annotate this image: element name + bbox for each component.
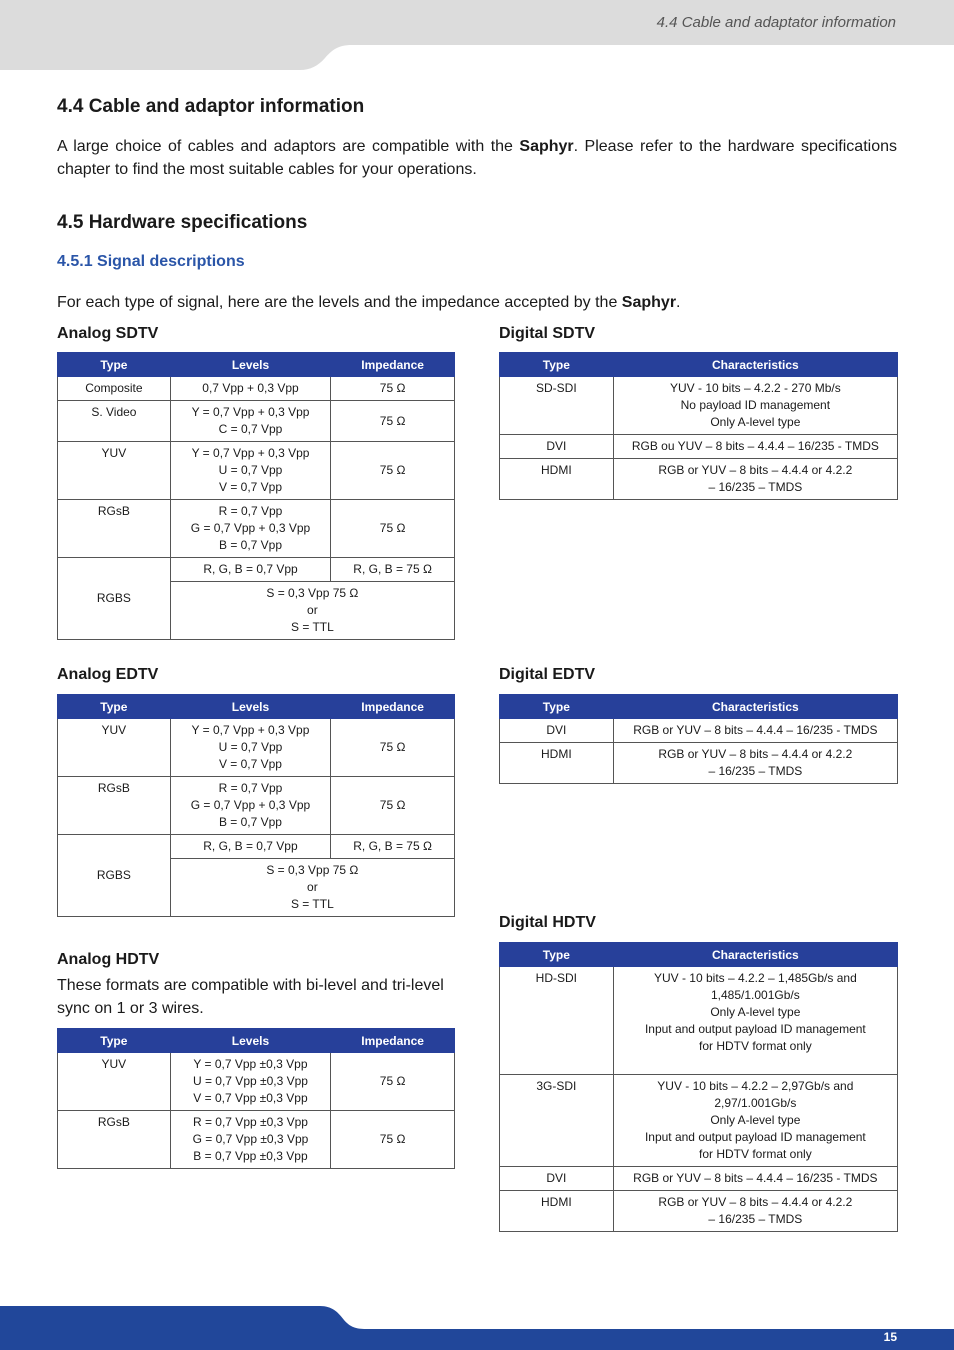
digital-hdtv-title: Digital HDTV xyxy=(499,914,596,931)
type-cell: RGsB xyxy=(58,777,171,835)
section-4-5-1-title: 4.5.1 Signal descriptions xyxy=(57,253,245,270)
table-row xyxy=(58,442,455,500)
digital-sdtv-table xyxy=(499,352,898,500)
column-header: Characteristics xyxy=(613,943,897,967)
column-header: Type xyxy=(58,353,171,377)
table-header-row xyxy=(500,353,898,377)
page-footer-band xyxy=(0,1300,954,1350)
type-cell: YUV xyxy=(58,719,171,777)
characteristics-cell: YUV - 10 bits – 4.2.2 - 270 Mb/s No payload ID management Only A-level type xyxy=(613,377,897,435)
type-cell: YUV xyxy=(58,1053,171,1111)
sync-cell: S = 0,3 Vpp 75 Ω or S = TTL xyxy=(170,582,454,640)
levels-cell: Y = 0,7 Vpp + 0,3 Vpp C = 0,7 Vpp xyxy=(170,401,330,442)
type-cell: 3G-SDI xyxy=(500,1075,614,1167)
section-4-5-1-paragraph: For each type of signal, here are the levels and the impedance accepted by the Saphyr. xyxy=(57,294,681,311)
table-row xyxy=(58,377,455,401)
table-row xyxy=(500,967,898,1075)
column-header: Type xyxy=(500,695,614,719)
column-header: Impedance xyxy=(331,1029,455,1053)
impedance-cell: 75 Ω xyxy=(331,442,455,500)
column-header: Characteristics xyxy=(613,695,897,719)
table-header-row xyxy=(58,353,455,377)
type-cell: DVI xyxy=(500,435,614,459)
column-header: Impedance xyxy=(331,695,455,719)
sync-cell: S = 0,3 Vpp 75 Ω or S = TTL xyxy=(170,859,454,917)
digital-hdtv-table xyxy=(499,942,898,1232)
impedance-cell: 75 Ω xyxy=(331,1053,455,1111)
table-row xyxy=(58,719,455,777)
column-header: Levels xyxy=(170,1029,331,1053)
table-header-row xyxy=(58,695,455,719)
column-header: Type xyxy=(500,943,614,967)
column-header: Characteristics xyxy=(613,353,897,377)
table-row xyxy=(58,401,455,442)
table-row xyxy=(500,1191,898,1232)
characteristics-cell: RGB or YUV – 8 bits – 4.4.4 – 16/235 - TMDS xyxy=(613,1167,897,1191)
type-cell: DVI xyxy=(500,1167,614,1191)
type-cell: Composite xyxy=(58,377,171,401)
analog-hdtv-title: Analog HDTV xyxy=(57,951,160,968)
type-cell: HDMI xyxy=(500,743,614,784)
type-cell: S. Video xyxy=(58,401,171,442)
characteristics-cell: YUV - 10 bits – 4.2.2 – 1,485Gb/s and 1,485/1.001Gb/s Only A-level type Input and output payload ID management for HDTV format only xyxy=(613,967,897,1075)
type-cell: SD-SDI xyxy=(500,377,614,435)
type-cell: DVI xyxy=(500,719,614,743)
type-cell: HDMI xyxy=(500,459,614,500)
digital-edtv-table xyxy=(499,694,898,784)
analog-edtv-table xyxy=(57,694,455,917)
table-row xyxy=(58,1111,455,1169)
column-header: Levels xyxy=(170,695,331,719)
characteristics-cell: YUV - 10 bits – 4.2.2 – 2,97Gb/s and 2,97/1.001Gb/s Only A-level type Input and output payload ID management for HDTV format only xyxy=(613,1075,897,1167)
table-row xyxy=(500,435,898,459)
table-row xyxy=(500,743,898,784)
levels-cell: Y = 0,7 Vpp ±0,3 Vpp U = 0,7 Vpp ±0,3 Vpp V = 0,7 Vpp ±0,3 Vpp xyxy=(170,1053,331,1111)
characteristics-cell: RGB or YUV – 8 bits – 4.4.4 or 4.2.2 – 16/235 – TMDS xyxy=(613,459,897,500)
impedance-cell: 75 Ω xyxy=(331,500,455,558)
column-header: Type xyxy=(58,695,171,719)
page-number: 15 xyxy=(883,1330,897,1344)
section-4-4-title: 4.4 Cable and adaptor information xyxy=(57,96,365,117)
table-row xyxy=(58,1053,455,1111)
table-row xyxy=(500,377,898,435)
analog-sdtv-table xyxy=(57,352,455,640)
table-row xyxy=(58,777,455,835)
running-header: 4.4 Cable and adaptator information xyxy=(656,14,896,31)
levels-cell: R = 0,7 Vpp G = 0,7 Vpp + 0,3 Vpp B = 0,7 Vpp xyxy=(170,777,331,835)
analog-sdtv-title: Analog SDTV xyxy=(57,325,159,342)
characteristics-cell: RGB or YUV – 8 bits – 4.4.4 or 4.2.2 – 16/235 – TMDS xyxy=(613,1191,897,1232)
table-row xyxy=(58,500,455,558)
table-row xyxy=(500,1075,898,1167)
impedance-cell: R, G, B = 75 Ω xyxy=(331,558,455,582)
levels-cell: Y = 0,7 Vpp + 0,3 Vpp U = 0,7 Vpp V = 0,7 Vpp xyxy=(170,442,330,500)
page-header-band xyxy=(0,0,954,70)
column-header: Type xyxy=(500,353,614,377)
impedance-cell: 75 Ω xyxy=(331,377,455,401)
table-header-row xyxy=(500,695,898,719)
analog-hdtv-intro: These formats are compatible with bi-level and tri-level sync on 1 or 3 wires. xyxy=(57,977,444,1017)
levels-cell: R, G, B = 0,7 Vpp xyxy=(170,835,331,859)
levels-cell: Y = 0,7 Vpp + 0,3 Vpp U = 0,7 Vpp V = 0,7 Vpp xyxy=(170,719,331,777)
column-header: Levels xyxy=(170,353,330,377)
table-row xyxy=(58,558,455,582)
table-row xyxy=(58,835,455,859)
type-cell: RGsB xyxy=(58,500,171,558)
table-header-row xyxy=(500,943,898,967)
characteristics-cell: RGB or YUV – 8 bits – 4.4.4 – 16/235 - TMDS xyxy=(613,719,897,743)
table-header-row xyxy=(58,1029,455,1053)
digital-sdtv-title: Digital SDTV xyxy=(499,325,596,342)
characteristics-cell: RGB ou YUV – 8 bits – 4.4.4 – 16/235 - TMDS xyxy=(613,435,897,459)
type-cell: HDMI xyxy=(500,1191,614,1232)
digital-edtv-title: Digital EDTV xyxy=(499,666,596,683)
type-cell: RGBS xyxy=(58,835,171,917)
analog-hdtv-table xyxy=(57,1028,455,1169)
impedance-cell: 75 Ω xyxy=(331,777,455,835)
type-cell: HD-SDI xyxy=(500,967,614,1075)
levels-cell: R, G, B = 0,7 Vpp xyxy=(170,558,330,582)
table-row xyxy=(500,459,898,500)
characteristics-cell: RGB or YUV – 8 bits – 4.4.4 or 4.2.2 – 16/235 – TMDS xyxy=(613,743,897,784)
impedance-cell: 75 Ω xyxy=(331,1111,455,1169)
table-row xyxy=(500,719,898,743)
type-cell: RGBS xyxy=(58,558,171,640)
type-cell: RGsB xyxy=(58,1111,171,1169)
type-cell: YUV xyxy=(58,442,171,500)
column-header: Impedance xyxy=(331,353,455,377)
levels-cell: 0,7 Vpp + 0,3 Vpp xyxy=(170,377,330,401)
levels-cell: R = 0,7 Vpp ±0,3 Vpp G = 0,7 Vpp ±0,3 Vpp B = 0,7 Vpp ±0,3 Vpp xyxy=(170,1111,331,1169)
section-4-4-paragraph: A large choice of cables and adaptors are compatible with the Saphyr. Please refer to the hardware specifications chapter to find the most suitable cables for your operations. xyxy=(57,138,898,178)
levels-cell: R = 0,7 Vpp G = 0,7 Vpp + 0,3 Vpp B = 0,7 Vpp xyxy=(170,500,330,558)
section-4-5-title: 4.5 Hardware specifications xyxy=(57,212,308,233)
analog-edtv-title: Analog EDTV xyxy=(57,666,159,683)
column-header: Type xyxy=(58,1029,171,1053)
impedance-cell: 75 Ω xyxy=(331,401,455,442)
table-row xyxy=(500,1167,898,1191)
impedance-cell: R, G, B = 75 Ω xyxy=(331,835,455,859)
impedance-cell: 75 Ω xyxy=(331,719,455,777)
